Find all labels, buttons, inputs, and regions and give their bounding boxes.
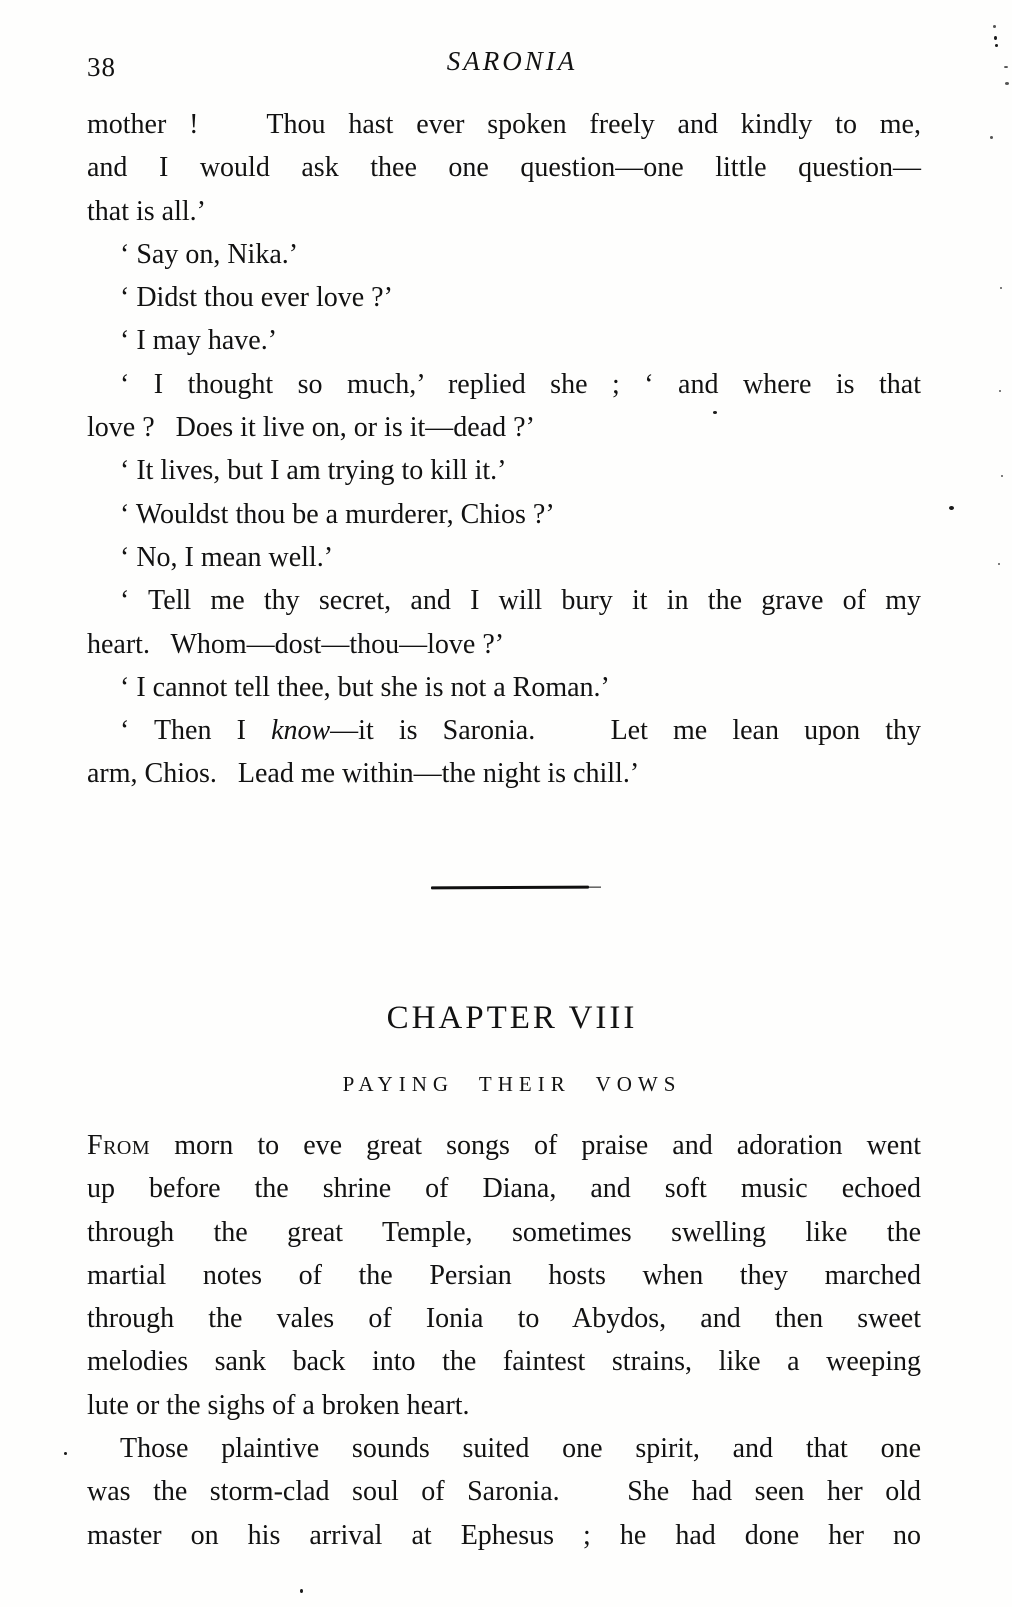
- scan-speck: [1000, 287, 1002, 289]
- scan-speck: [993, 25, 996, 28]
- scan-speck: [995, 44, 998, 47]
- text-line: Those plaintive sounds suited one spirit, and that one: [120, 1433, 921, 1465]
- scan-speck: [713, 411, 717, 414]
- scan-speck: [990, 136, 993, 139]
- chapter-title: CHAPTER VIII: [386, 1000, 638, 1036]
- text-line: ‘ Didst thou ever love ?’: [120, 282, 393, 314]
- running-title: SARONIA: [446, 46, 578, 76]
- scan-speck: [1001, 475, 1003, 477]
- text-line: ‘ I may have.’: [120, 325, 278, 357]
- page-header: [87, 44, 921, 90]
- text-line: that is all.’: [87, 195, 206, 227]
- scan-speck: [999, 390, 1001, 392]
- chapter-opening-text-block: [87, 1124, 921, 1557]
- scan-speck: [949, 506, 954, 510]
- text-line: melodies sank back into the faintest strains, like a weeping: [87, 1346, 921, 1378]
- scan-speck: [994, 36, 997, 40]
- section-divider-rule: [431, 886, 589, 890]
- text-line: martial notes of the Persian hosts when they marched: [87, 1259, 921, 1291]
- text-line: through the vales of Ionia to Abydos, and then sweet: [87, 1303, 921, 1335]
- text-line: ‘ I thought so much,’ replied she ; ‘ and where is that: [120, 368, 921, 400]
- text-line: up before the shrine of Diana, and soft music echoed: [87, 1173, 921, 1205]
- scan-speck: [1005, 82, 1009, 85]
- text-line: love ? Does it live on, or is it—dead ?’: [87, 412, 535, 444]
- text-line: through the great Temple, sometimes swelling like the: [87, 1216, 921, 1248]
- text-line: ‘ No, I mean well.’: [120, 541, 334, 573]
- text-line: ‘ Tell me thy secret, and I will bury it in the grave of my: [120, 585, 921, 617]
- text-line: ‘ Then I know—it is Saronia. Let me lean upon thy: [120, 715, 921, 747]
- text-line: ‘ Say on, Nika.’: [120, 238, 299, 270]
- text-line: From morn to eve great songs of praise and adoration went: [87, 1130, 921, 1161]
- dialogue-text-block: [87, 103, 921, 796]
- text-line: lute or the sighs of a broken heart.: [87, 1389, 470, 1421]
- scan-speck: [998, 563, 1000, 565]
- page-number: 38: [87, 52, 116, 82]
- text-line: was the storm-clad soul of Saronia. She had seen her old: [87, 1476, 921, 1508]
- scan-speck: [1004, 66, 1008, 68]
- chapter-subtitle: PAYING THEIR VOWS: [342, 1072, 682, 1096]
- scan-speck: [64, 1452, 67, 1455]
- text-line: heart. Whom—dost—thou—love ?’: [87, 628, 505, 660]
- text-line: ‘ Wouldst thou be a murderer, Chios ?’: [120, 498, 555, 530]
- text-line: and I would ask thee one question—one little question—: [87, 152, 921, 184]
- text-line: master on his arrival at Ephesus ; he had done her no: [87, 1519, 921, 1551]
- text-line: arm, Chios. Lead me within—the night is chill.’: [87, 758, 640, 790]
- scan-speck: [300, 1589, 303, 1593]
- text-line: mother ! Thou hast ever spoken freely and kindly to me,: [87, 109, 921, 140]
- text-line: ‘ It lives, but I am trying to kill it.’: [120, 455, 507, 487]
- text-line: ‘ I cannot tell thee, but she is not a Roman.’: [120, 671, 610, 703]
